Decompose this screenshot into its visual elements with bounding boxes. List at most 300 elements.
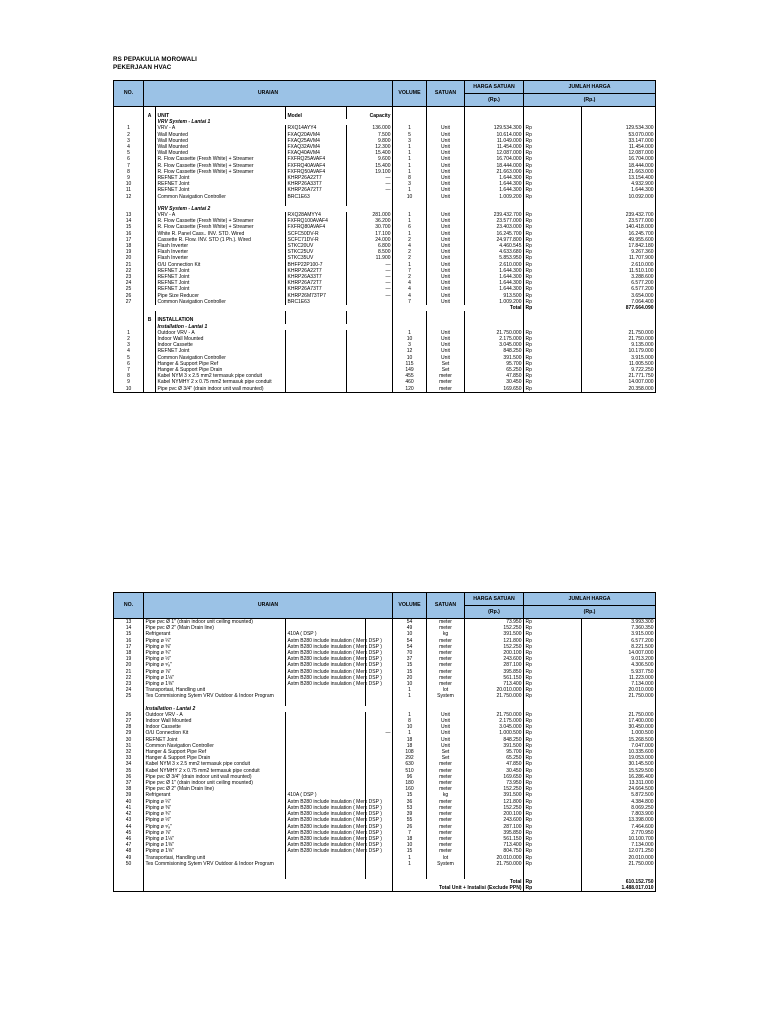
item-unit-price: 21.750.000 [465,712,524,718]
item-description: Refrigerant [144,631,286,637]
currency-label: Rp [524,268,582,274]
item-description: Indoor Wall Mounted [156,336,286,342]
item-unit: meter [427,824,465,830]
item-description: White R. Panel Cass.. INV. STD. Wired [156,231,286,237]
item-total-price: 129.534.300 [582,125,656,131]
item-unit-price: 200.100 [465,650,524,656]
item-unit: meter [427,650,465,656]
item-unit: Unit [427,293,465,299]
table-row [114,386,656,393]
empty-cell [144,386,156,393]
row-number: 28 [114,724,144,730]
currency-label: Rp [524,330,582,336]
row-number: 12 [114,194,144,200]
item-unit: lot [427,687,465,693]
item-capacity: — [347,286,393,292]
item-unit: Unit [427,169,465,175]
row-number: 13 [114,212,144,218]
item-description: Piping ø ¼" [144,799,286,805]
item-unit: kg [427,631,465,637]
item-volume: 108 [393,749,427,755]
item-model: BHFP22P100-7 [286,262,347,268]
item-total-price: 3.288.600 [582,274,656,280]
item-volume: 96 [393,774,427,780]
row-number: 31 [114,743,144,749]
col-header-rp-unit: (Rp.) [465,606,524,619]
item-description: Refrigerant [144,792,286,798]
item-volume: 2 [393,249,427,255]
item-unit-price: 391.500 [465,631,524,637]
item-unit: meter [427,774,465,780]
item-total-price: 14.007.000 [582,379,656,385]
item-capacity: — [347,187,393,193]
item-unit-price: 18.444.000 [465,163,524,169]
currency-label: Rp [524,299,582,305]
row-number: 44 [114,824,144,830]
row-number: 50 [114,861,144,867]
row-number: 27 [114,299,144,305]
item-unit: meter [427,780,465,786]
currency-label: Rp [524,687,582,693]
item-unit-price: 243.600 [465,817,524,823]
table-body [114,107,656,393]
item-total-price: 16.286.400 [582,774,656,780]
item-volume: 54 [393,619,427,626]
item-description: Tes Commisioning Sytem VRV Outdoor & Indoor Program [144,693,286,699]
item-volume: 460 [393,379,427,385]
currency-label: Rp [524,712,582,718]
item-capacity: 9.800 [347,138,393,144]
item-volume: 18 [393,836,427,842]
item-volume: 8 [393,718,427,724]
item-model: 410A ( DSP ) [286,792,366,798]
item-volume: 70 [393,650,427,656]
item-unit-price: 129.534.300 [465,125,524,131]
item-unit-price: 73.950 [465,619,524,626]
item-unit-price: 4.633.680 [465,249,524,255]
item-unit-price: 848.250 [465,737,524,743]
item-unit-price: 395.850 [465,830,524,836]
item-unit-price: 3.045.000 [465,724,524,730]
item-unit: meter [427,768,465,774]
item-unit-price: 913.500 [465,293,524,299]
item-capacity: 36.200 [347,218,393,224]
row-number: 30 [114,737,144,743]
item-model: KHRP26A22T7 [286,175,347,181]
capacity-header: Capacity [347,113,393,119]
item-unit-price: 16.245.700 [465,231,524,237]
item-volume: 1 [393,212,427,218]
currency-label: Rp [524,737,582,743]
item-model: FXAQ25AVM4 [286,138,347,144]
currency-label: Rp [524,231,582,237]
item-description: R. Flow Cassette (Fresh White) + Streamer [156,218,286,224]
item-total-price: 6.577.200 [582,286,656,292]
item-description: Piping ø 1⅜" [144,842,286,848]
item-total-price: 3.654.000 [582,293,656,299]
item-description: Wall Mounted [156,144,286,150]
item-capacity: — [347,293,393,299]
item-total-price: 140.418.000 [582,224,656,230]
row-number: 26 [114,293,144,299]
item-unit: Unit [427,187,465,193]
item-total-price: 10.335.600 [582,749,656,755]
row-number: 8 [114,373,144,379]
subsection-title: Installation - Lantai 2 [144,706,393,712]
row-number: 3 [114,342,144,348]
currency-label: Rp [524,761,582,767]
item-description: Common Navigation Controller [156,299,286,305]
row-number: 4 [114,144,144,150]
item-description: Piping ø 1⅛" [144,675,286,681]
item-unit-price: 287.100 [465,662,524,668]
item-unit: Unit [427,163,465,169]
item-description: Pipe pvc Ø 2" (Main Drain line) [144,786,286,792]
row-number: 9 [114,175,144,181]
row-number: 10 [114,386,144,393]
currency-label: Rp [524,212,582,218]
item-total-price: 20.010.000 [582,855,656,861]
item-unit: Unit [427,280,465,286]
item-volume: 10 [393,724,427,730]
item-model: Astm B280 include insulation ( Merk DSP ) [287,643,382,650]
item-unit-price: 21.750.000 [465,861,524,867]
item-model: 410A ( DSP ) [286,631,366,637]
col-header-jumlah-harga: JUMLAH HARGA [524,593,656,606]
item-unit: Unit [427,718,465,724]
row-number: 5 [114,150,144,156]
item-unit: Unit [427,724,465,730]
item-unit: Set [427,361,465,367]
item-total-price: 2.770.950 [582,830,656,836]
item-volume: 36 [393,799,427,805]
row-number: 1 [114,125,144,131]
row-number: 41 [114,805,144,811]
item-unit-price: 30.450 [465,768,524,774]
item-unit-price: 561.150 [465,836,524,842]
item-description: Piping ø ¼" [144,638,286,644]
item-description: Hanger & Support Pipe Ref [144,749,286,755]
item-description: Hanger & Support Pipe Ref [156,361,286,367]
item-description: Flash Inverter [156,255,286,261]
currency-label: Rp [524,305,582,311]
item-volume: 4 [393,286,427,292]
item-volume: 10 [393,194,427,200]
currency-label: Rp [524,194,582,200]
item-total-price: 18.444.000 [582,163,656,169]
table-row [114,619,656,626]
item-volume: 1 [393,156,427,162]
table-body [114,619,656,892]
item-capacity: — [347,175,393,181]
item-unit-price: 239.432.700 [465,212,524,218]
item-unit: Unit [427,255,465,261]
item-total-price: 15.529.500 [582,768,656,774]
item-description: Piping ø ⅜" [144,644,286,650]
col-header-no: NO. [114,593,144,619]
item-unit-price: 200.100 [465,811,524,817]
currency-label: Rp [524,262,582,268]
row-number: 1 [114,330,144,336]
item-total-price: 15.268.500 [582,737,656,743]
row-number: 24 [114,687,144,693]
row-number: 3 [114,138,144,144]
item-description: Common Navigation Controller [144,743,286,749]
item-volume: 53 [393,805,427,811]
item-unit: meter [427,836,465,842]
row-number: 6 [114,361,144,367]
item-unit-price: 1.644.300 [465,274,524,280]
item-model: KHRP26A73T7 [286,286,347,292]
item-volume: 120 [393,386,427,393]
row-number: 17 [114,644,144,650]
item-capacity [347,386,393,393]
currency-label: Rp [524,675,582,681]
currency-label: Rp [524,138,582,144]
currency-label: Rp [524,718,582,724]
item-unit: meter [427,786,465,792]
currency-label: Rp [524,367,582,373]
item-unit: Unit [427,330,465,336]
item-total-price: 17.400.000 [582,718,656,724]
item-model: FXFRQ50AVAF4 [286,169,347,175]
item-unit: Unit [427,218,465,224]
item-capacity: 8.500 [347,249,393,255]
item-capacity: — [347,262,393,268]
item-total-price: 30.450.000 [582,724,656,730]
item-volume: 1 [393,712,427,718]
item-unit: Unit [427,262,465,268]
row-number: 14 [114,625,144,631]
item-unit-price: 152.250 [465,786,524,792]
item-volume: 15 [393,669,427,675]
item-volume: 1 [393,855,427,861]
item-description: Pipe pvc Ø 3/4" (drain indoor unit wall mounted) [144,774,286,780]
total-label: Total [393,879,524,885]
total-row [114,885,656,892]
item-total-price: 20.010.000 [582,687,656,693]
col-header-satuan: SATUAN [427,81,465,107]
item-volume: 15 [393,792,427,798]
item-description: R. Flow Cassette (Fresh White) + Streamer [156,224,286,230]
currency-label: Rp [524,855,582,861]
currency-label: Rp [524,249,582,255]
item-unit-price: 1.000.500 [465,730,524,736]
item-unit-price: 713.400 [465,842,524,848]
item-model: Astm B280 include insulation ( Merk DSP ) [287,817,382,824]
item-total-price: 3.915.000 [582,631,656,637]
item-capacity: 15.400 [347,163,393,169]
item-volume: 149 [393,367,427,373]
item-description: REFNET Joint [144,737,286,743]
currency-label: Rp [524,730,582,736]
item-volume: 55 [393,817,427,823]
item-description: Flash Inverter [156,249,286,255]
item-volume: 160 [393,786,427,792]
item-unit: meter [427,644,465,650]
row-number: 24 [114,280,144,286]
item-description: Piping ø 1⅛" [144,836,286,842]
item-volume: 292 [393,755,427,761]
currency-label: Rp [524,355,582,361]
item-unit: Unit [427,243,465,249]
item-unit: meter [427,386,465,393]
item-description: Hanger & Support Pipe Drain [156,367,286,373]
item-total-price: 9.013.200 [582,656,656,662]
col-header-volume: VOLUME [393,593,427,619]
item-unit: meter [427,675,465,681]
currency-label: Rp [524,638,582,644]
row-number: 36 [114,774,144,780]
item-model: BRC1E63 [286,194,347,200]
item-description: Piping ø 1⅝" [144,848,286,854]
section-title: UNIT [156,113,286,119]
item-unit-price: 561.150 [465,675,524,681]
item-unit: meter [427,830,465,836]
col-header-no: NO. [114,81,144,107]
item-model: FXFRQ40AVAF4 [286,163,347,169]
item-volume: 180 [393,780,427,786]
boq-table-page-1 [113,80,656,393]
item-unit: Unit [427,712,465,718]
currency-label: Rp [524,336,582,342]
currency-label: Rp [524,681,582,687]
currency-label: Rp [524,644,582,650]
item-model: KHRP26A22T7 [286,268,347,274]
item-total-price: 2.610.000 [582,262,656,268]
row-number: 20 [114,255,144,261]
item-model: Astm B280 include insulation ( Merk DSP ) [287,829,382,836]
item-unit-price: 1.644.300 [465,280,524,286]
item-volume: 1 [393,861,427,867]
currency-label: Rp [524,132,582,138]
currency-label: Rp [524,361,582,367]
col-header-harga-satuan: HARGA SATUAN [465,81,524,94]
item-description: Transportasi, Handling unit [144,687,286,693]
item-unit-price: 4.460.545 [465,243,524,249]
item-volume: 5 [393,132,427,138]
currency-label: Rp [524,799,582,805]
item-volume: 8 [393,175,427,181]
item-volume: 1 [393,231,427,237]
item-description: Pipe pvc Ø 2" (Main Drain line) [144,625,286,631]
item-unit-price: 95.700 [465,361,524,367]
currency-label: Rp [524,243,582,249]
currency-label: Rp [524,749,582,755]
item-unit: Unit [427,150,465,156]
currency-label: Rp [524,224,582,230]
item-model: FXFRQ80AVAF4 [286,224,347,230]
item-total-price: 11.707.900 [582,255,656,261]
section-title: INSTALLATION [156,317,286,323]
item-unit: lot [427,855,465,861]
total-amount: 877.664.090 [582,305,656,311]
currency-label: Rp [524,774,582,780]
item-total-price: 9.135.000 [582,342,656,348]
item-description: Hanger & Support Pipe Drain [144,755,286,761]
item-description: Piping ø ¾" [144,811,286,817]
item-unit: Unit [427,268,465,274]
item-unit-price: 169.650 [465,774,524,780]
currency-label: Rp [524,379,582,385]
item-unit-price: 391.500 [465,355,524,361]
item-total-price: 30.145.500 [582,761,656,767]
currency-label: Rp [524,656,582,662]
item-volume: 4 [393,280,427,286]
item-total-price: 53.070.000 [582,132,656,138]
currency-label: Rp [524,792,582,798]
item-description: Piping ø ⅜" [144,805,286,811]
item-unit-price: 21.750.000 [465,330,524,336]
item-total-price: 7.064.400 [582,299,656,305]
currency-label: Rp [524,187,582,193]
row-number: 7 [114,367,144,373]
row-number: 4 [114,348,144,354]
total-label: Total [393,305,524,311]
item-description: R. Flow Cassette (Fresh White) + Streamer [156,169,286,175]
item-unit: Unit [427,132,465,138]
item-unit: meter [427,379,465,385]
item-description: Piping ø ¾" [144,650,286,656]
item-model: KHRP26A72T7 [286,187,347,193]
currency-label: Rp [524,817,582,823]
currency-label: Rp [524,780,582,786]
row-number: 6 [114,156,144,162]
item-unit: meter [427,669,465,675]
model-header: Model [286,113,347,119]
item-model: Astm B280 include insulation ( Merk DSP ) [287,650,382,657]
project-subtitle: PEKERJAAN HVAC [113,64,172,71]
row-number: 18 [114,650,144,656]
item-description: Piping ø ½" [144,817,286,823]
item-model: Astm B280 include insulation ( Merk DSP ) [287,842,382,849]
row-number: 14 [114,218,144,224]
item-model: Astm B280 include insulation ( Merk DSP ) [287,835,382,842]
item-description: O/U Connection Kit [156,262,286,268]
item-unit-price: 1.644.300 [465,187,524,193]
item-model: FXAQ40AVM4 [286,150,347,156]
item-description: Piping ø ⅞" [144,830,286,836]
item-total-price: 1.000.500 [582,730,656,736]
item-description: Indoor Cassette [156,342,286,348]
empty-cell [114,885,144,892]
item-volume: 10 [393,336,427,342]
item-total-price: 21.750.000 [582,330,656,336]
item-unit-price: 23.577.000 [465,218,524,224]
item-unit: meter [427,656,465,662]
item-unit-price: 20.010.000 [465,855,524,861]
item-unit: Unit [427,286,465,292]
row-number: 40 [114,799,144,805]
row-number: 2 [114,132,144,138]
item-unit: Unit [427,342,465,348]
item-total-price: 12.071.250 [582,848,656,854]
currency-label: Rp [524,156,582,162]
item-model [286,619,366,626]
item-volume: 2 [393,274,427,280]
item-capacity [366,619,393,626]
item-model: RXQ14AYY4 [286,125,347,131]
item-model: Astm B280 include insulation ( Merk DSP ) [287,662,382,669]
item-unit: Unit [427,194,465,200]
item-capacity: — [347,280,393,286]
item-unit: Unit [427,156,465,162]
item-unit: Unit [427,231,465,237]
item-capacity: 7.500 [347,132,393,138]
item-description: Indoor Wall Mounted [144,718,286,724]
item-total-price: 9.267.360 [582,249,656,255]
row-number: 39 [114,792,144,798]
